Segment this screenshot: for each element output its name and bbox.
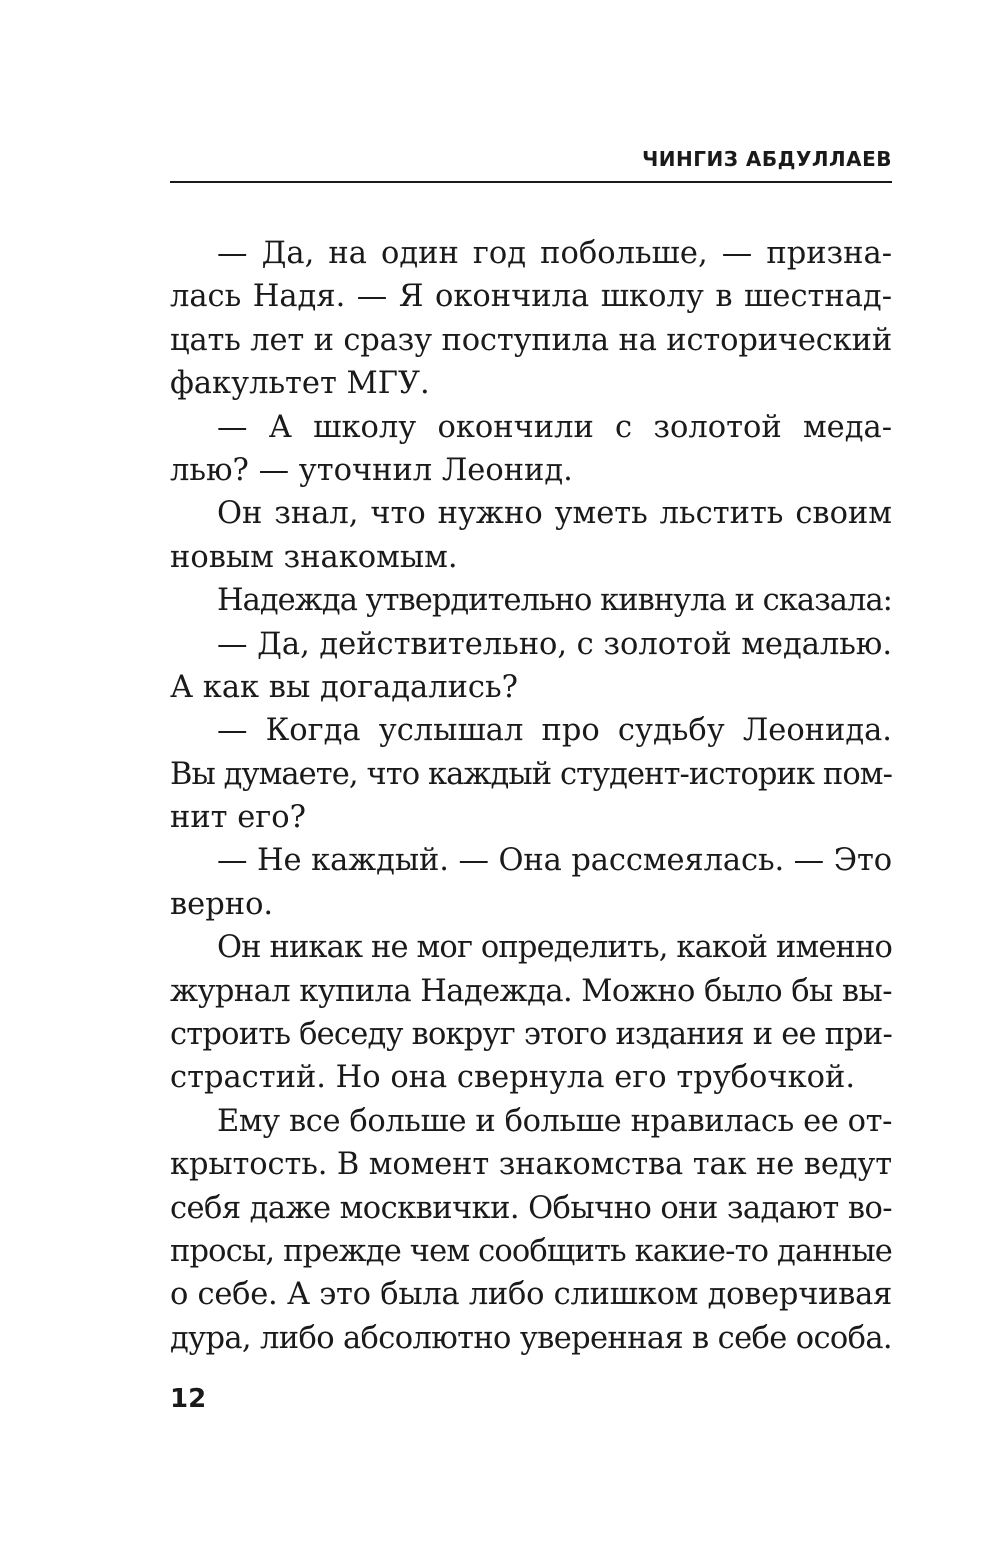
running-head-author: ЧИНГИЗ АБДУЛЛАЕВ	[642, 147, 892, 171]
text-line: журнал купила Надежда. Можно было бы вы-	[170, 973, 892, 1009]
text-line: — Да, на один год побольше, — призна-	[217, 236, 892, 271]
text-line: о себе. А это была либо слишком доверчивая	[170, 1277, 892, 1313]
text-line: Ему все больше и больше нравилась ее от-	[217, 1103, 892, 1139]
text-line: А как вы догадались?	[170, 669, 518, 705]
text-line: — Да, действительно, с золотой медалью.	[217, 626, 892, 662]
text-line: себя даже москвички. Обычно они задают во-	[170, 1190, 892, 1226]
text-line: Надежда утвердительно кивнула и сказала:	[217, 583, 892, 619]
text-line: Он знал, что нужно уметь льстить своим	[217, 496, 892, 532]
text-line: страстий. Но она свернула его трубочкой.	[170, 1060, 856, 1096]
header-rule	[170, 181, 892, 183]
text-line: строить беседу вокруг этого издания и ее при-	[170, 1017, 892, 1053]
text-line: лью? — уточнил Леонид.	[170, 452, 573, 488]
text-line: новым знакомым.	[170, 539, 458, 575]
text-line: факультет МГУ.	[170, 366, 430, 402]
text-line: цать лет и сразу поступила на исторический	[170, 322, 892, 358]
text-line: — А школу окончили с золотой меда-	[217, 409, 892, 445]
text-line: — Когда услышал про судьбу Леонида.	[217, 713, 892, 749]
text-line: Вы думаете, что каждый студент-историк пом-	[170, 756, 892, 792]
text-line: просы, прежде чем сообщить какие-то данные	[170, 1233, 892, 1269]
text-line: дура, либо абсолютно уверенная в себе особа.	[170, 1320, 892, 1356]
text-line: крытость. В момент знакомства так не ведут	[170, 1147, 892, 1183]
body-text	[170, 232, 892, 1360]
page-number: 12	[170, 1384, 207, 1414]
text-line: нит его?	[170, 800, 306, 836]
text-line: лась Надя. — Я окончила школу в шестнад-	[170, 279, 892, 315]
text-line: — Не каждый. — Она рассмеялась. — Это	[217, 843, 892, 879]
text-line: верно.	[170, 886, 274, 922]
text-line: Он никак не мог определить, какой именно	[217, 930, 892, 966]
